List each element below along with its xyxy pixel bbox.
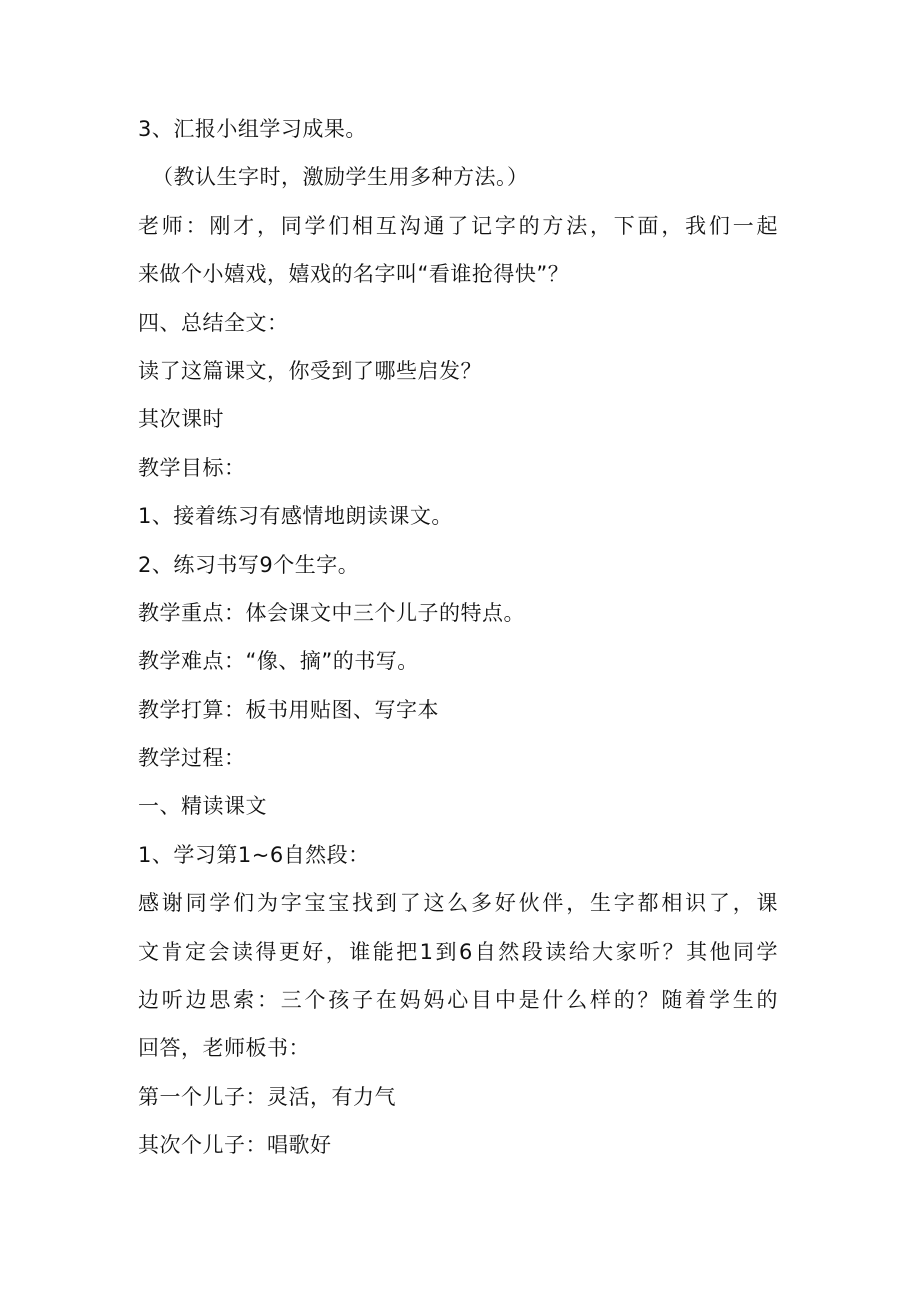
section-heading: 其次课时 <box>138 407 224 432</box>
text-line: 读了这篇课文，你受到了哪些启发？ <box>138 358 482 383</box>
section-heading: 一、精读课文 <box>138 794 267 819</box>
list-item: 2、练习书写9个生字。 <box>138 552 360 577</box>
text-line: 第一个儿子：灵活，有力气 <box>138 1084 396 1109</box>
section-heading: 四、总结全文： <box>138 310 289 335</box>
text-line: 教学重点：体会课文中三个儿子的特点。 <box>138 600 525 625</box>
text-line: 来做个小嬉戏，嬉戏的名字叫“看谁抢得快”？ <box>138 262 570 287</box>
text-line: （教认生字时，激励学生用多种方法。） <box>152 165 529 190</box>
section-heading: 教学目标： <box>138 455 246 480</box>
text-line: 教学难点：“像、摘”的书写。 <box>138 649 419 674</box>
text-line: 教学打算：板书用贴图、写字本 <box>138 697 439 722</box>
text-line: 3、汇报小组学习成果。 <box>138 117 367 141</box>
section-heading: 教学过程： <box>138 746 246 771</box>
text-line: 边听边思索：三个孩子在妈妈心目中是什么样的？随着学生的 <box>138 988 778 1013</box>
document-body <box>138 105 778 1170</box>
list-item: 1、接着练习有感情地朗读课文。 <box>138 504 453 529</box>
list-item: 1、学习第1~6自然段： <box>138 842 370 867</box>
text-line: 其次个儿子：唱歌好 <box>138 1133 332 1158</box>
text-line: 感谢同学们为字宝宝找到了这么多好伙伴，生字都相识了，课 <box>138 891 778 916</box>
text-line: 文肯定会读得更好，谁能把1到6自然段读给大家听？其他同学 <box>138 939 778 964</box>
text-line: 回答，老师板书： <box>138 1036 310 1061</box>
text-line: 老师：刚才，同学们相互沟通了记字的方法，下面，我们一起 <box>138 213 778 238</box>
